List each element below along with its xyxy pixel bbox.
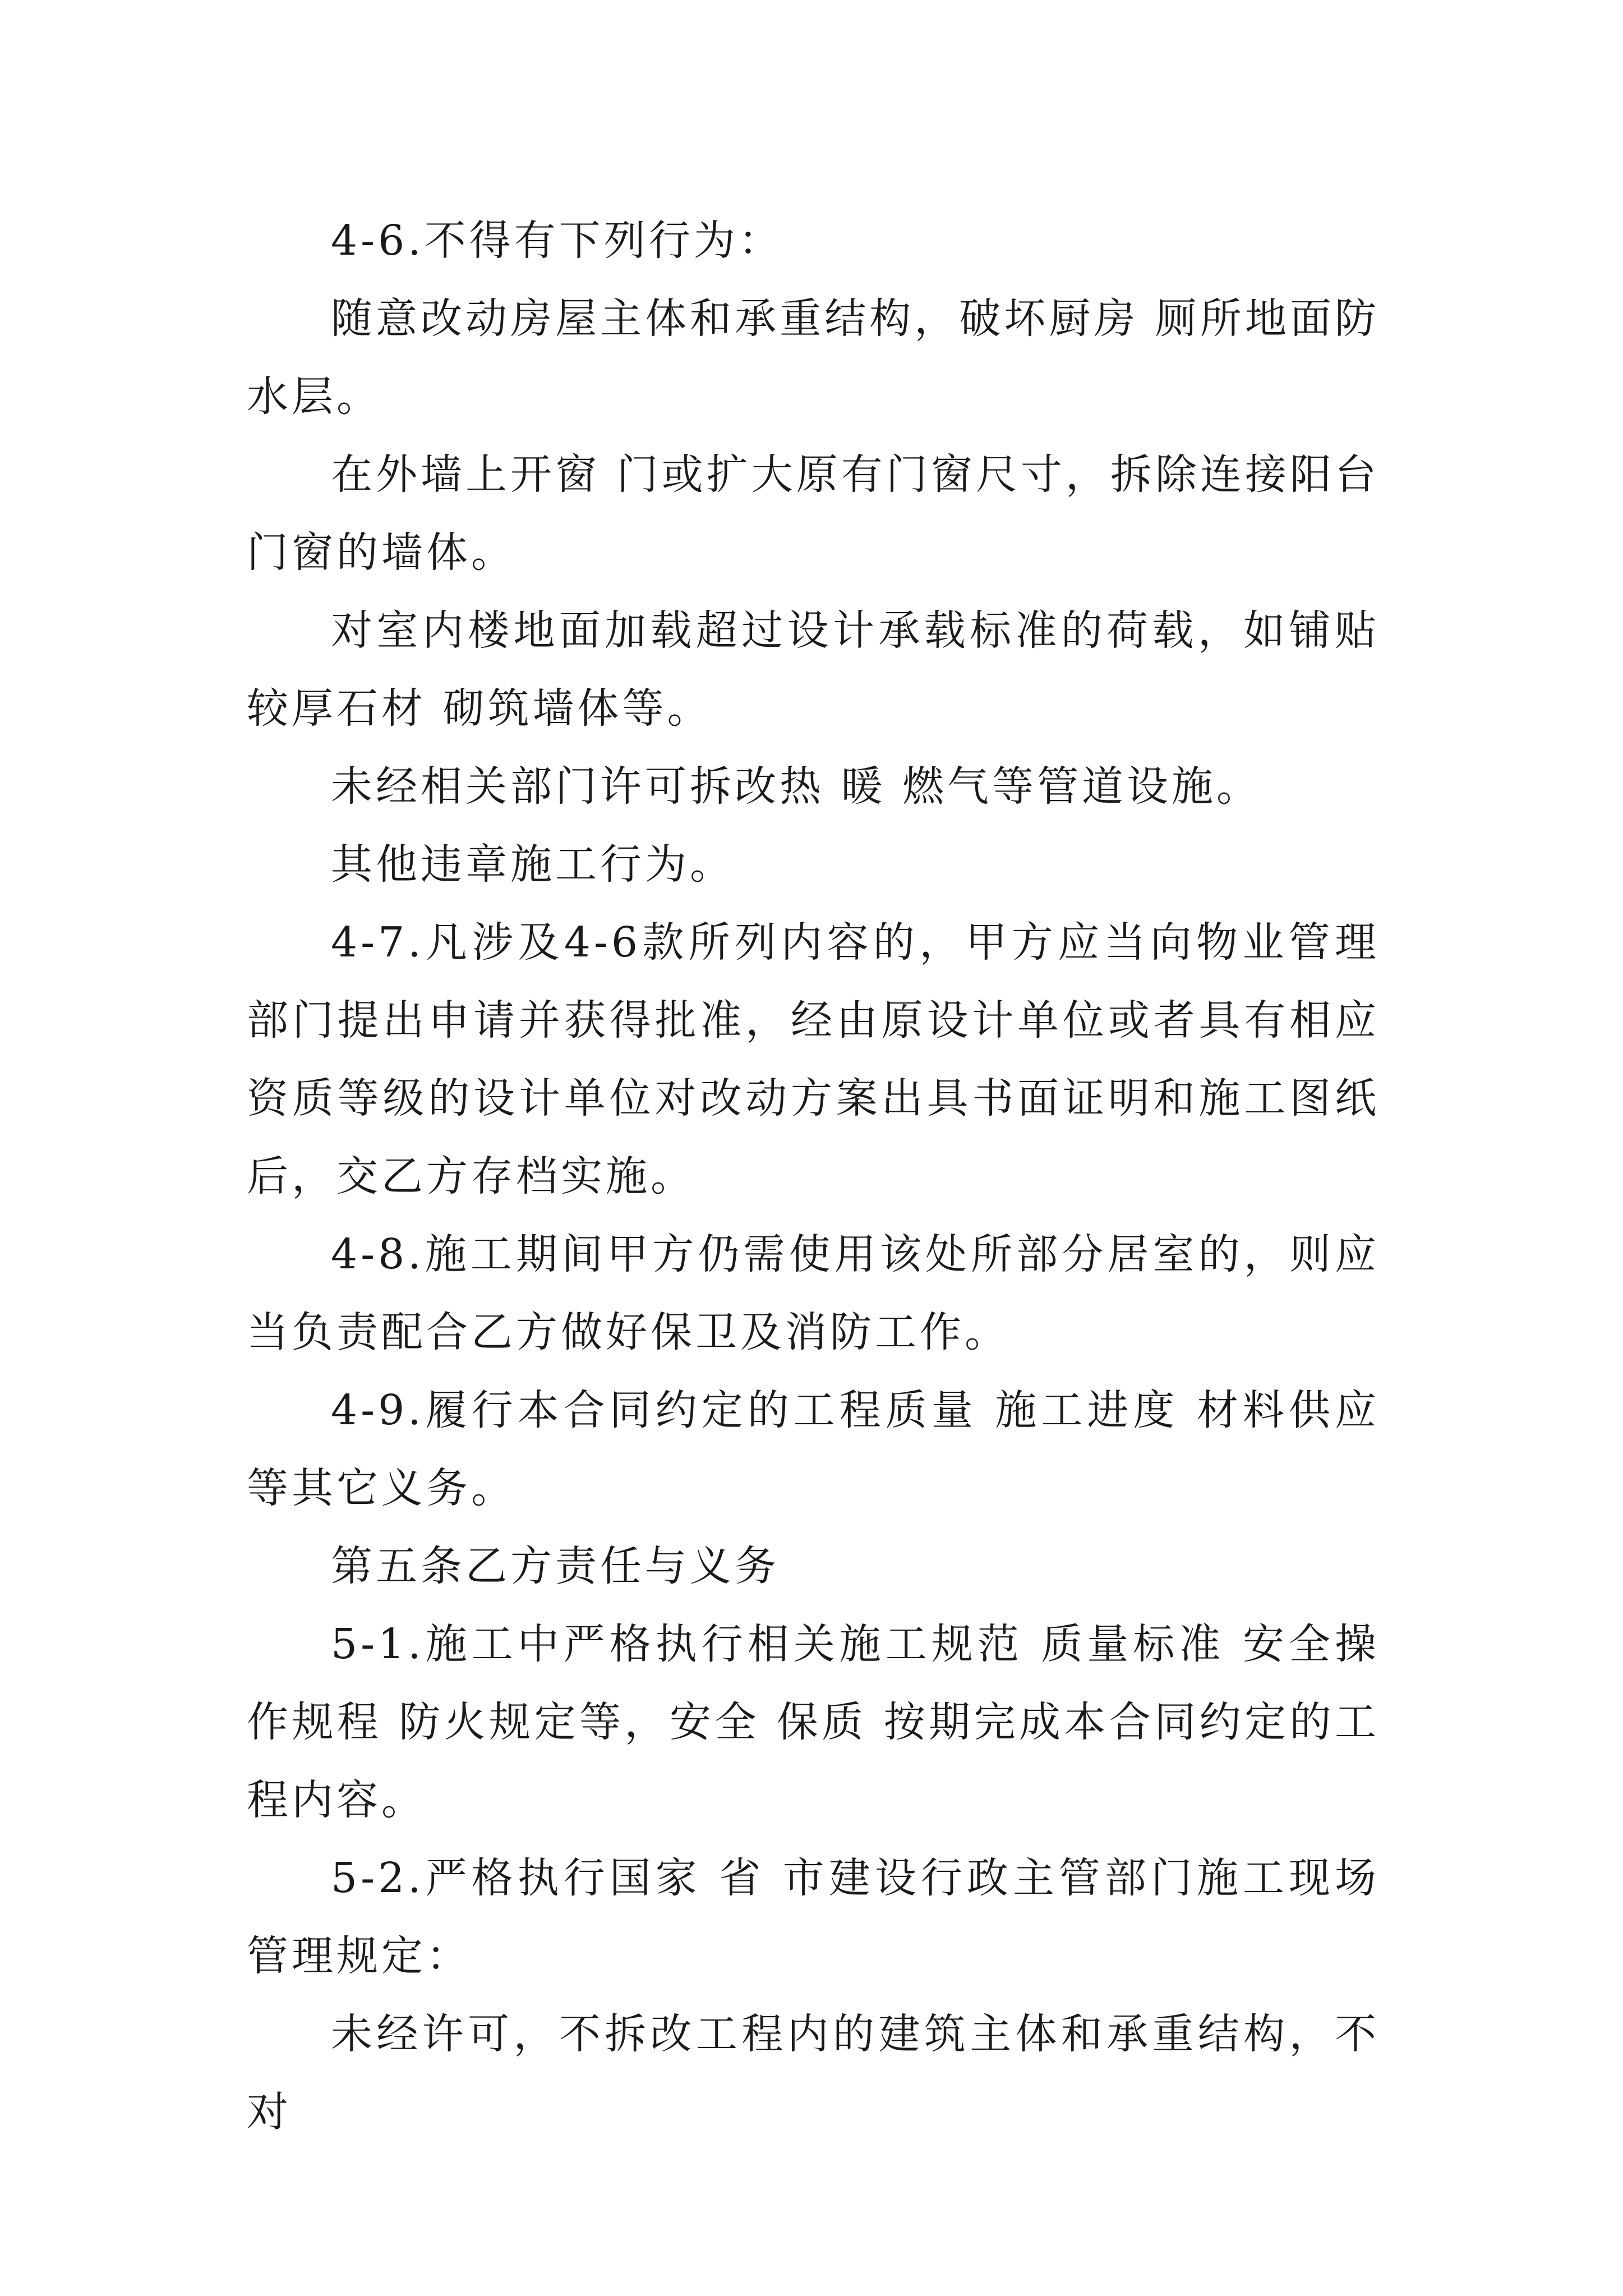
- paragraph-structure-change: 随意改动房屋主体和承重结构，破坏厨房 厕所地面防水层。: [247, 295, 1380, 421]
- paragraph-4-7: 4-7.凡涉及4-6款所列内容的，甲方应当向物业管理部门提出申请并获得批准，经由原设计单位或者具有相应资质等级的设计单位对改动方案出具书面证明和施工图纸后，交乙方存档实施。: [247, 918, 1380, 1200]
- paragraph-pipe-facilities: 未经相关部门许可拆改热 暖 燃气等管道设施。: [331, 762, 1262, 811]
- paragraph-4-8: 4-8.施工期间甲方仍需使用该处所部分居室的，则应当负责配合乙方做好保卫及消防工作。: [247, 1230, 1380, 1356]
- section-heading-article-5: 第五条乙方责任与义务: [331, 1542, 780, 1590]
- paragraph-5-1: 5-1.施工中严格执行相关施工规范 质量标准 安全操作规程 防火规定等，安全 保质 按期完成本合同约定的工程内容。: [247, 1620, 1380, 1824]
- paragraph-5-2: 5-2.严格执行国家 省 市建设行政主管部门施工现场管理规定：: [247, 1854, 1380, 1980]
- paragraph-4-9: 4-9.履行本合同约定的工程质量 施工进度 材料供应等其它义务。: [247, 1386, 1380, 1512]
- paragraph-no-unauthorized-changes: 未经许可，不拆改工程内的建筑主体和承重结构，不对: [247, 2010, 1380, 2136]
- document-body: [247, 202, 1380, 2151]
- paragraph-other-violations: 其他违章施工行为。: [331, 840, 735, 889]
- paragraph-window-change: 在外墙上开窗 门或扩大原有门窗尺寸，拆除连接阳台门窗的墙体。: [247, 450, 1380, 577]
- paragraph-4-6-heading: 4-6.不得有下列行为：: [331, 217, 783, 265]
- paragraph-floor-load: 对室内楼地面加载超过设计承载标准的荷载，如铺贴较厚石材 砌筑墙体等。: [247, 606, 1380, 733]
